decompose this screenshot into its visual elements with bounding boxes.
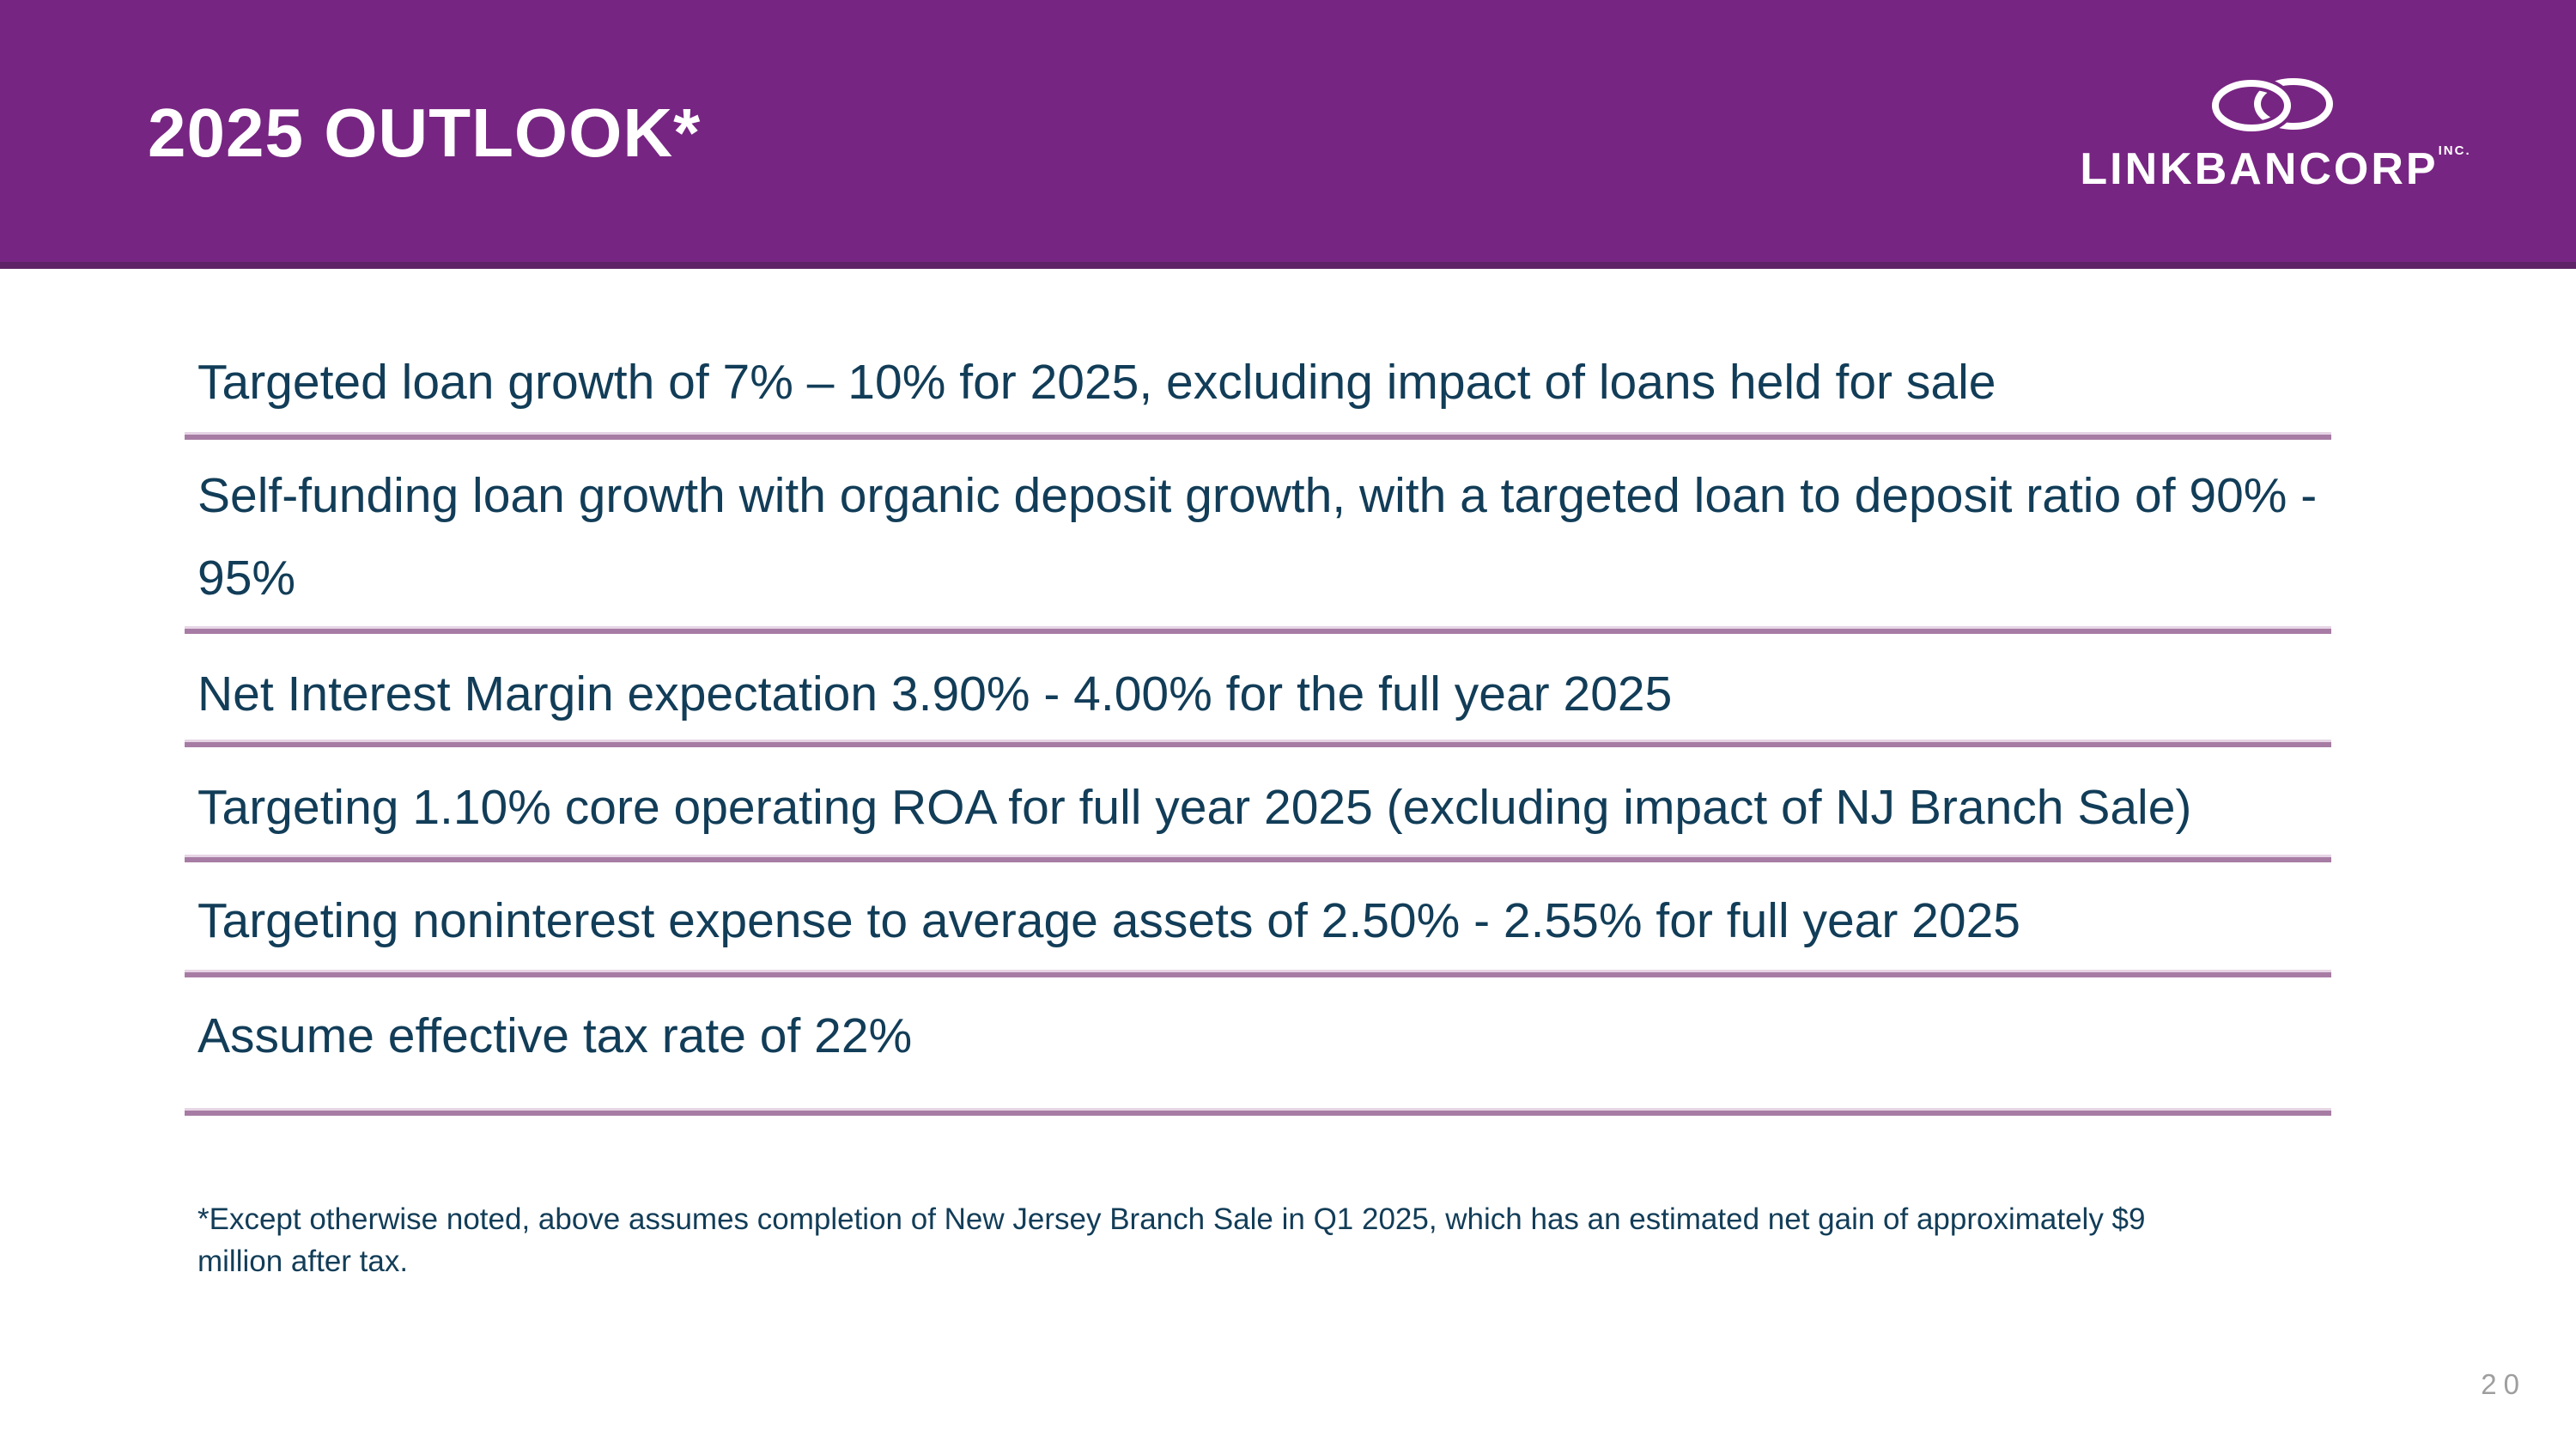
logo-rings-icon [2211,76,2340,137]
footnote-text: *Except otherwise noted, above assumes completion of New Jersey Branch Sale in Q1 2025, which has an estimated net gain of approximately $9 [197,1202,2146,1236]
divider-rule [185,855,2331,862]
outlook-item-text: Targeting noninterest expense to average assets of 2.50% - 2.55% for full year 2025 [197,893,2020,948]
divider-rule [185,626,2331,634]
logo-wordmark: LINKBANCORP [2080,144,2439,194]
divider-rule [185,1108,2331,1116]
page-title: 2025 OUTLOOK* [148,94,702,171]
logo-suffix: INC. [2438,143,2471,158]
outlook-item [197,454,2327,619]
divider-rule [185,740,2331,747]
outlook-item [197,341,2327,423]
outlook-item [197,653,2327,735]
outlook-item [197,880,2327,962]
outlook-item [197,995,2327,1077]
logo-wordmark-row [2080,144,2470,192]
outlook-item-text: Assume effective tax rate of 22% [197,1008,913,1063]
page-number: 20 [2481,1368,2526,1400]
outlook-item-text: Targeting 1.10% core operating ROA for full year 2025 (excluding impact of NJ Branch Sale) [197,780,2192,835]
outlook-item-text: Targeted loan growth of 7% – 10% for 2025, excluding impact of loans held for sale [197,355,1996,410]
outlook-item-text: 95% [197,551,296,606]
footnote [197,1198,2396,1282]
outlook-item [197,766,2327,849]
outlook-item-text: Net Interest Margin expectation 3.90% - 4.00% for the full year 2025 [197,667,1673,721]
header-band [0,0,2576,269]
outlook-item-text: Self-funding loan growth with organic deposit growth, with a targeted loan to deposit ratio of 90% - [197,468,2318,523]
divider-rule [185,432,2331,440]
footnote-text: million after tax. [197,1245,409,1278]
divider-rule [185,970,2331,977]
linkbancorp-logo [2080,76,2471,194]
